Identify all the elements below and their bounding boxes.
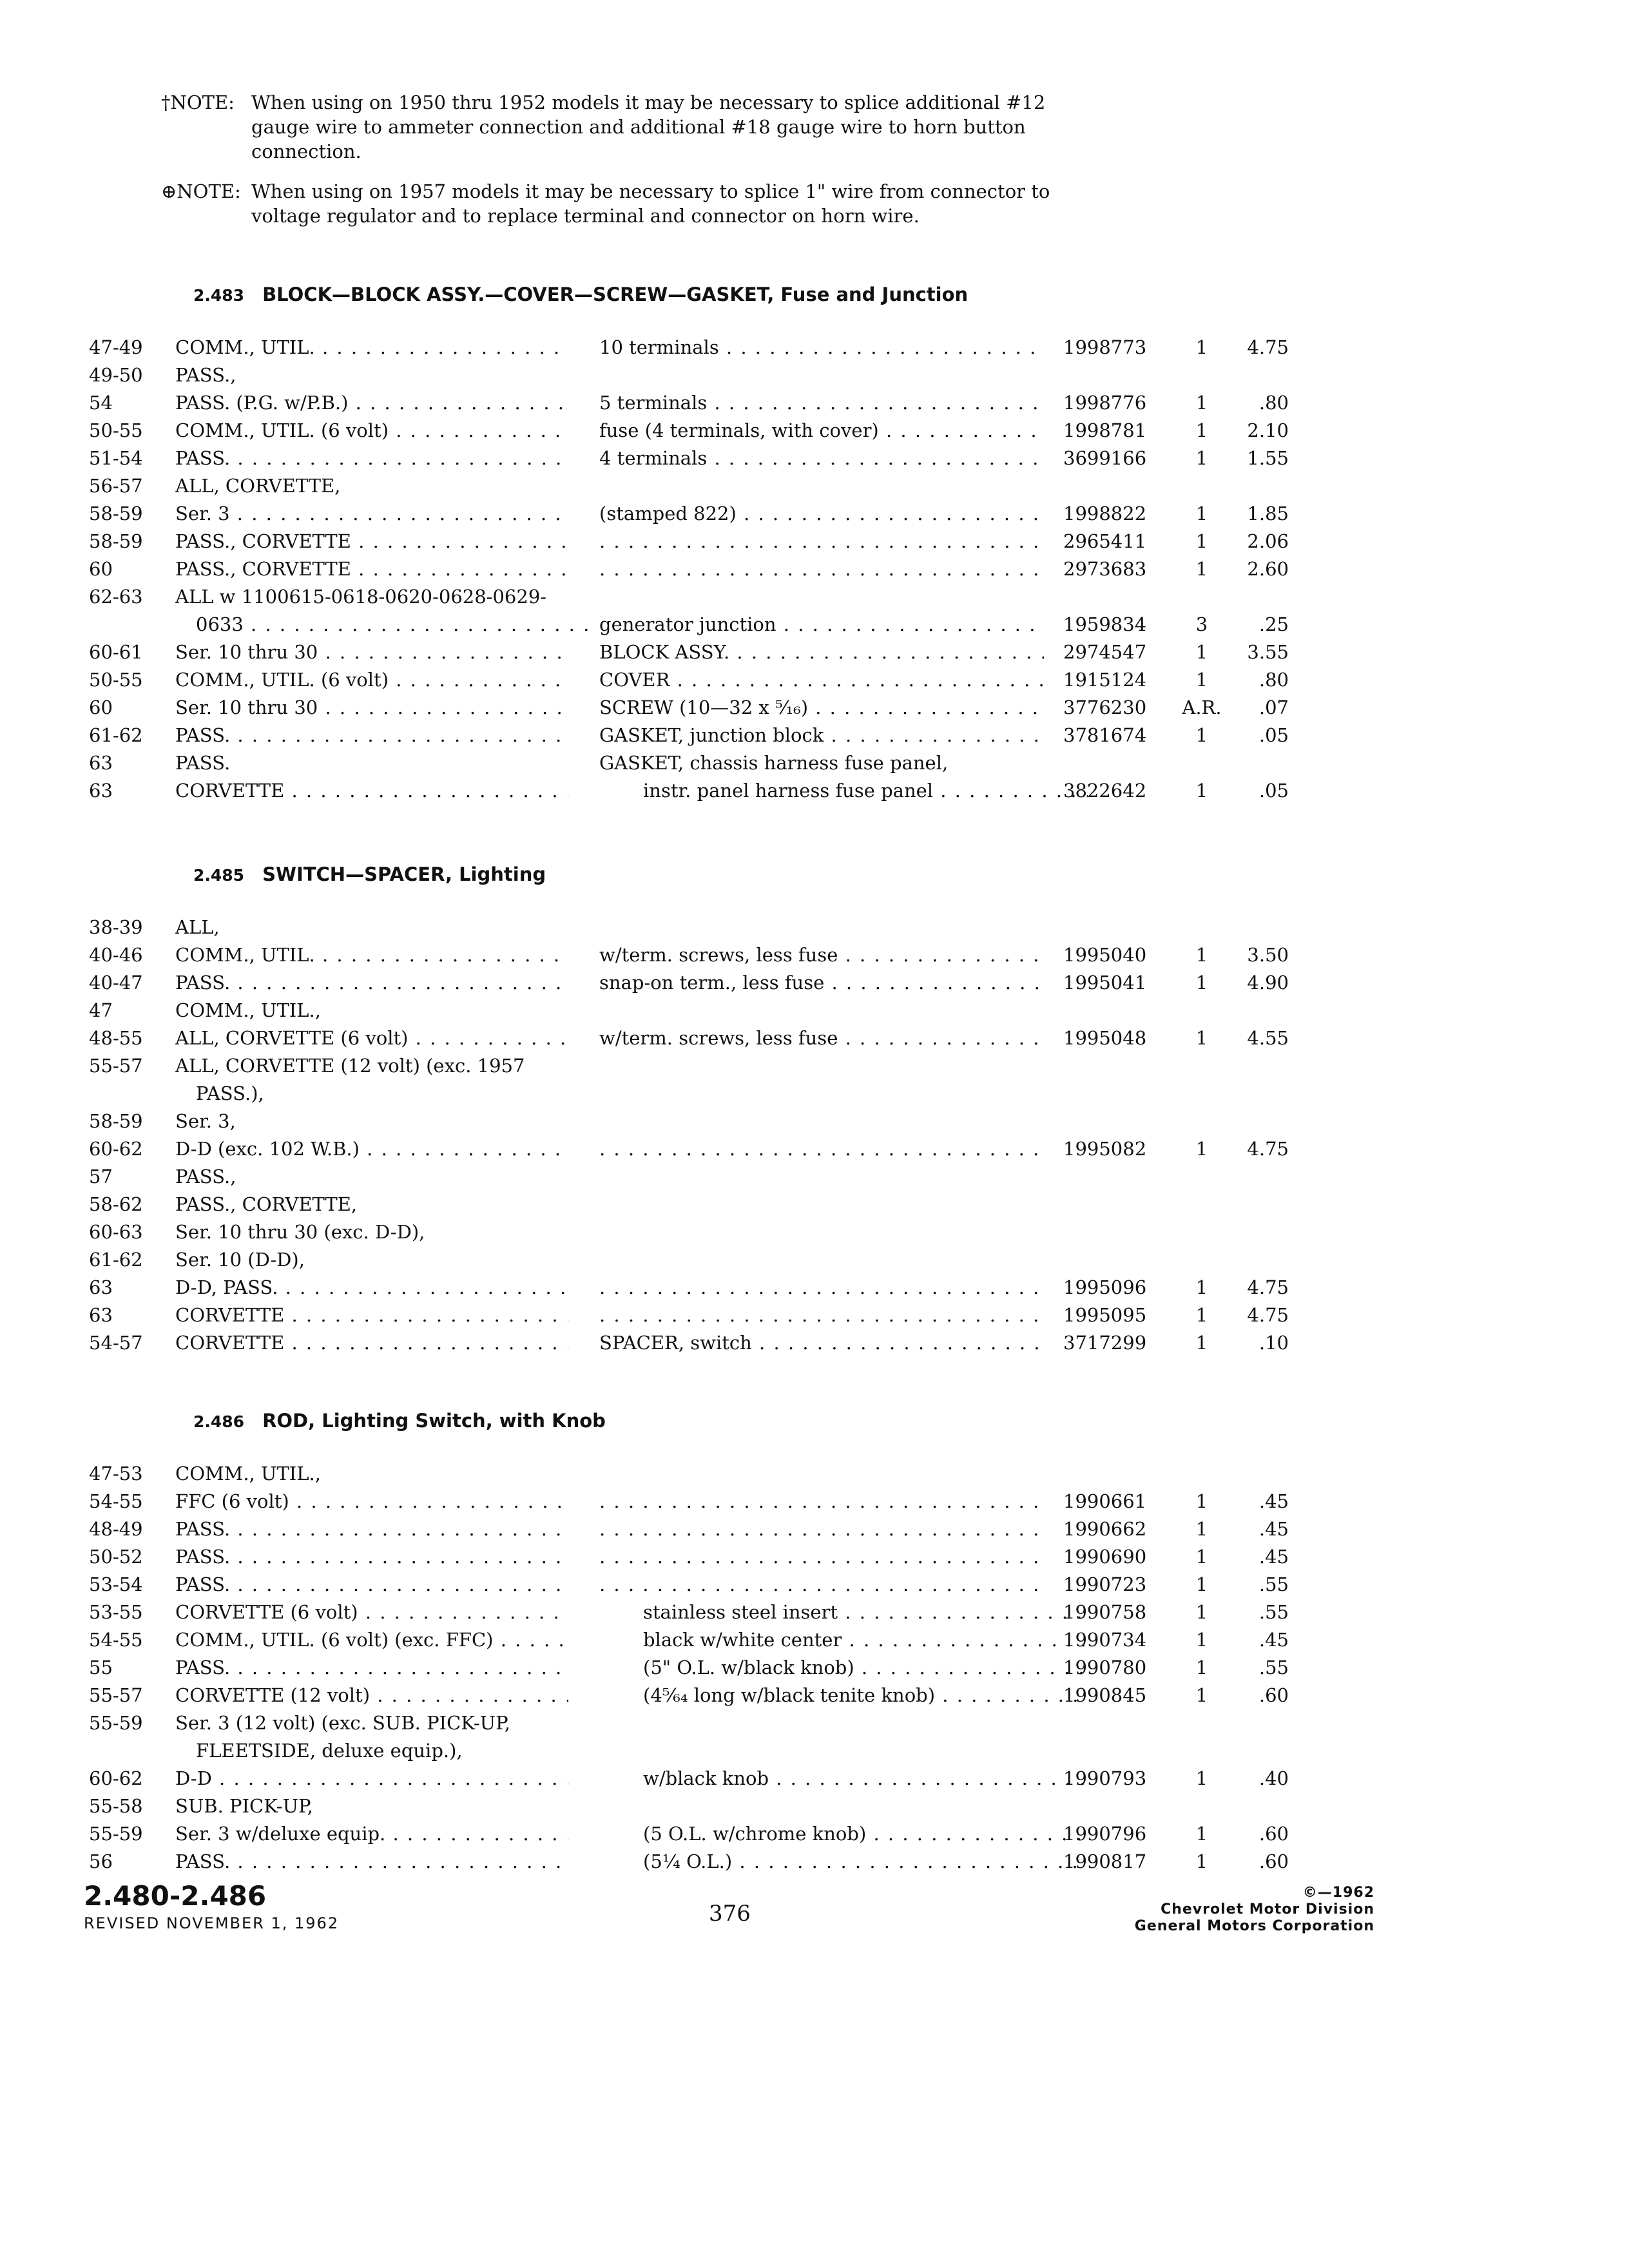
table-row bbox=[0, 752, 1629, 780]
price: .25 bbox=[1258, 613, 1289, 635]
quantity: 1 bbox=[1195, 1027, 1208, 1049]
part-number: 3822642 bbox=[1063, 780, 1147, 802]
footer-division: Chevrolet Motor Division bbox=[1161, 1901, 1374, 1917]
model-year: 47-49 bbox=[89, 336, 143, 358]
part-number: 1990661 bbox=[1063, 1490, 1147, 1512]
part-description bbox=[599, 1276, 1044, 1298]
model-application: PASS.), bbox=[196, 1082, 264, 1104]
model-application: PASS. bbox=[175, 752, 231, 774]
part-description bbox=[599, 1546, 1044, 1568]
model-application: PASS. . . . bbox=[175, 1850, 568, 1872]
parts-table bbox=[0, 336, 1629, 807]
price: .55 bbox=[1258, 1601, 1289, 1623]
model-year: 55-59 bbox=[89, 1712, 143, 1734]
price: .60 bbox=[1258, 1684, 1289, 1706]
model-application: PASS., CORVETTE . . . bbox=[175, 530, 568, 552]
part-number: 1990780 bbox=[1063, 1657, 1147, 1678]
quantity: A.R. bbox=[1182, 697, 1222, 718]
price: .05 bbox=[1258, 724, 1289, 746]
model-year: 61-62 bbox=[89, 724, 143, 746]
note-text: When using on 1957 models it may be necessary to splice 1" wire from connector to voltage regulator and to replace terminal and connector on horn wire. bbox=[251, 180, 1050, 227]
price: .80 bbox=[1258, 669, 1289, 691]
section-title: SWITCH—SPACER, Lighting bbox=[262, 863, 546, 885]
price: .05 bbox=[1258, 780, 1289, 802]
model-application: COMM., UTIL. . . . bbox=[175, 944, 568, 966]
part-description: w/term. screws, less fuse . . . bbox=[599, 944, 1044, 966]
model-year: 53-55 bbox=[89, 1601, 143, 1623]
quantity: 1 bbox=[1195, 1138, 1208, 1160]
model-application: Ser. 3 (12 volt) (exc. SUB. PICK-UP, bbox=[175, 1712, 510, 1734]
table-row bbox=[0, 1082, 1629, 1110]
model-application: PASS., CORVETTE . . . bbox=[175, 558, 568, 580]
model-application: PASS. . . . bbox=[175, 1546, 568, 1568]
model-year: 55-59 bbox=[89, 1823, 143, 1845]
model-application: PASS. . . . bbox=[175, 724, 568, 746]
part-description: 5 terminals . . . bbox=[599, 392, 1044, 414]
table-row bbox=[0, 1490, 1629, 1518]
table-row bbox=[0, 1276, 1629, 1304]
part-number: 1995048 bbox=[1063, 1027, 1147, 1049]
model-application: Ser. 3 . . . bbox=[175, 503, 568, 524]
part-number: 1990723 bbox=[1063, 1573, 1147, 1595]
note-mark: †NOTE: bbox=[161, 91, 235, 113]
part-number: 1998781 bbox=[1063, 419, 1147, 441]
quantity: 1 bbox=[1195, 1823, 1208, 1845]
table-row bbox=[0, 1629, 1629, 1657]
price: .45 bbox=[1258, 1546, 1289, 1568]
model-application: PASS. (P.G. w/P.B.) . . . bbox=[175, 392, 568, 414]
price: 3.50 bbox=[1247, 944, 1289, 966]
part-number: 1990845 bbox=[1063, 1684, 1147, 1706]
table-row bbox=[0, 364, 1629, 392]
model-year: 58-59 bbox=[89, 1110, 143, 1132]
part-number: 1990662 bbox=[1063, 1518, 1147, 1540]
quantity: 1 bbox=[1195, 1767, 1208, 1789]
part-description: generator junction . . . bbox=[599, 613, 1044, 635]
quantity: 1 bbox=[1195, 724, 1208, 746]
table-row bbox=[0, 1573, 1629, 1601]
section-number: 2.486 bbox=[193, 1412, 245, 1431]
note-2 bbox=[161, 179, 1063, 228]
part-description: (stamped 822) . . . bbox=[599, 503, 1044, 524]
part-description bbox=[599, 1304, 1044, 1326]
model-application: PASS. . . . bbox=[175, 1518, 568, 1540]
price: .80 bbox=[1258, 392, 1289, 414]
model-year: 55-57 bbox=[89, 1055, 143, 1077]
part-number: 2965411 bbox=[1063, 530, 1147, 552]
model-application: 0633 . . . bbox=[175, 613, 589, 635]
table-row bbox=[0, 1138, 1629, 1166]
price: 2.10 bbox=[1247, 419, 1289, 441]
model-application: PASS., CORVETTE, bbox=[175, 1193, 358, 1215]
part-description: (5 O.L. w/chrome knob) . . . bbox=[643, 1823, 1088, 1845]
part-description: SCREW (10—32 x ⁵⁄₁₆) . . . bbox=[599, 697, 1044, 718]
price: 1.85 bbox=[1247, 503, 1289, 524]
part-number: 1995095 bbox=[1063, 1304, 1147, 1326]
table-row bbox=[0, 1712, 1629, 1740]
model-application: D-D, PASS. . . . bbox=[175, 1276, 568, 1298]
table-row bbox=[0, 586, 1629, 613]
table-row bbox=[0, 1110, 1629, 1138]
part-number: 1915124 bbox=[1063, 669, 1147, 691]
model-year: 50-55 bbox=[89, 669, 143, 691]
part-description: fuse (4 terminals, with cover) . . . bbox=[599, 419, 1044, 441]
part-description: GASKET, chassis harness fuse panel, bbox=[599, 752, 949, 774]
model-year: 55-58 bbox=[89, 1795, 143, 1817]
model-year: 63 bbox=[89, 780, 113, 802]
table-row bbox=[0, 1166, 1629, 1193]
part-number: 1959834 bbox=[1063, 613, 1147, 635]
part-description bbox=[599, 1138, 1044, 1160]
model-application: FFC (6 volt) . . . bbox=[175, 1490, 568, 1512]
part-description: GASKET, junction block . . . bbox=[599, 724, 1044, 746]
quantity: 1 bbox=[1195, 1304, 1208, 1326]
model-year: 58-59 bbox=[89, 530, 143, 552]
model-application: PASS. . . . bbox=[175, 447, 568, 469]
footer-corporation: General Motors Corporation bbox=[1134, 1918, 1374, 1934]
model-application: COMM., UTIL., bbox=[175, 1463, 321, 1485]
section-number: 2.483 bbox=[193, 286, 245, 305]
model-year: 51-54 bbox=[89, 447, 143, 469]
part-number: 2974547 bbox=[1063, 641, 1147, 663]
model-year: 56 bbox=[89, 1850, 113, 1872]
model-application: PASS. . . . bbox=[175, 972, 568, 994]
price: .60 bbox=[1258, 1823, 1289, 1845]
model-year: 54 bbox=[89, 392, 113, 414]
model-application: COMM., UTIL. (6 volt) . . . bbox=[175, 419, 568, 441]
table-row bbox=[0, 1850, 1629, 1878]
table-row bbox=[0, 1193, 1629, 1221]
part-description: instr. panel harness fuse panel . . . bbox=[643, 780, 1088, 802]
table-row bbox=[0, 697, 1629, 724]
quantity: 1 bbox=[1195, 972, 1208, 994]
part-number: 1990758 bbox=[1063, 1601, 1147, 1623]
table-row bbox=[0, 999, 1629, 1027]
footer-right bbox=[1135, 1885, 1374, 1935]
model-application: CORVETTE (6 volt) . . . bbox=[175, 1601, 568, 1623]
table-row bbox=[0, 972, 1629, 999]
section-heading bbox=[193, 1410, 606, 1432]
table-row bbox=[0, 1518, 1629, 1546]
model-application: CORVETTE . . . bbox=[175, 1304, 568, 1326]
model-year: 48-55 bbox=[89, 1027, 143, 1049]
quantity: 1 bbox=[1195, 447, 1208, 469]
price: 4.75 bbox=[1247, 336, 1289, 358]
model-year: 50-52 bbox=[89, 1546, 143, 1568]
page-number: 376 bbox=[709, 1901, 751, 1927]
table-row bbox=[0, 1767, 1629, 1795]
part-description: w/term. screws, less fuse . . . bbox=[599, 1027, 1044, 1049]
note-text: When using on 1950 thru 1952 models it may be necessary to splice additional #12 gauge wire to ammeter connection and additional #18 gauge wire to horn button connection. bbox=[251, 91, 1046, 162]
model-application: Ser. 3, bbox=[175, 1110, 236, 1132]
model-application: D-D . . . bbox=[175, 1767, 568, 1789]
table-row bbox=[0, 419, 1629, 447]
model-application: ALL, CORVETTE (12 volt) (exc. 1957 bbox=[175, 1055, 525, 1077]
model-application: COMM., UTIL. (6 volt) (exc. FFC) . . . bbox=[175, 1629, 568, 1651]
model-year: 55-57 bbox=[89, 1684, 143, 1706]
table-row bbox=[0, 1332, 1629, 1360]
model-application: Ser. 10 thru 30 . . . bbox=[175, 697, 568, 718]
part-description: (4⁵⁄₆₄ long w/black tenite knob) . . . bbox=[643, 1684, 1088, 1706]
quantity: 1 bbox=[1195, 641, 1208, 663]
price: 4.75 bbox=[1247, 1276, 1289, 1298]
model-year: 54-55 bbox=[89, 1629, 143, 1651]
model-application: Ser. 10 thru 30 (exc. D-D), bbox=[175, 1221, 425, 1243]
part-description bbox=[599, 1490, 1044, 1512]
price: 3.55 bbox=[1247, 641, 1289, 663]
price: 4.90 bbox=[1247, 972, 1289, 994]
part-number: 3717299 bbox=[1063, 1332, 1147, 1354]
quantity: 1 bbox=[1195, 392, 1208, 414]
table-row bbox=[0, 530, 1629, 558]
footer-revised: REVISED NOVEMBER 1, 1962 bbox=[84, 1914, 340, 1932]
model-year: 55 bbox=[89, 1657, 113, 1678]
part-number: 1995082 bbox=[1063, 1138, 1147, 1160]
price: .45 bbox=[1258, 1490, 1289, 1512]
table-row bbox=[0, 613, 1629, 641]
table-row bbox=[0, 1304, 1629, 1332]
price: 2.06 bbox=[1247, 530, 1289, 552]
section-title: ROD, Lighting Switch, with Knob bbox=[262, 1410, 606, 1432]
model-application: CORVETTE . . . bbox=[175, 1332, 568, 1354]
model-year: 58-62 bbox=[89, 1193, 143, 1215]
part-number: 1998773 bbox=[1063, 336, 1147, 358]
part-number: 3699166 bbox=[1063, 447, 1147, 469]
part-number: 1990734 bbox=[1063, 1629, 1147, 1651]
quantity: 1 bbox=[1195, 336, 1208, 358]
table-row bbox=[0, 1221, 1629, 1249]
quantity: 1 bbox=[1195, 1657, 1208, 1678]
model-year: 56-57 bbox=[89, 475, 143, 497]
model-application: Ser. 10 thru 30 . . . bbox=[175, 641, 568, 663]
quantity: 1 bbox=[1195, 669, 1208, 691]
part-number: 1990690 bbox=[1063, 1546, 1147, 1568]
parts-table bbox=[0, 916, 1629, 1360]
quantity: 1 bbox=[1195, 1850, 1208, 1872]
model-year: 38-39 bbox=[89, 916, 143, 938]
model-year: 58-59 bbox=[89, 503, 143, 524]
table-row bbox=[0, 1684, 1629, 1712]
price: .55 bbox=[1258, 1573, 1289, 1595]
part-description bbox=[599, 1573, 1044, 1595]
model-year: 40-46 bbox=[89, 944, 143, 966]
notes-block bbox=[161, 90, 1063, 244]
quantity: 1 bbox=[1195, 530, 1208, 552]
model-application: PASS., bbox=[175, 364, 236, 386]
model-year: 60 bbox=[89, 697, 113, 718]
model-year: 63 bbox=[89, 752, 113, 774]
model-year: 54-57 bbox=[89, 1332, 143, 1354]
model-year: 62-63 bbox=[89, 586, 143, 608]
table-row bbox=[0, 916, 1629, 944]
part-number: 3776230 bbox=[1063, 697, 1147, 718]
quantity: 1 bbox=[1195, 780, 1208, 802]
part-description: black w/white center . . . bbox=[643, 1629, 1088, 1651]
model-year: 53-54 bbox=[89, 1573, 143, 1595]
table-row bbox=[0, 724, 1629, 752]
model-year: 57 bbox=[89, 1166, 113, 1187]
model-application: Ser. 3 w/deluxe equip. . . . bbox=[175, 1823, 568, 1845]
model-year: 47-53 bbox=[89, 1463, 143, 1485]
model-year: 63 bbox=[89, 1304, 113, 1326]
model-application: COMM., UTIL. (6 volt) . . . bbox=[175, 669, 568, 691]
footer-left bbox=[84, 1880, 339, 1932]
part-number: 1998776 bbox=[1063, 392, 1147, 414]
part-number: 1990793 bbox=[1063, 1767, 1147, 1789]
part-description: w/black knob . . . bbox=[643, 1767, 1088, 1789]
part-number: 1995041 bbox=[1063, 972, 1147, 994]
model-year: 54-55 bbox=[89, 1490, 143, 1512]
model-application: CORVETTE (12 volt) . . . bbox=[175, 1684, 568, 1706]
part-number: 1995040 bbox=[1063, 944, 1147, 966]
price: 4.75 bbox=[1247, 1138, 1289, 1160]
quantity: 1 bbox=[1195, 1490, 1208, 1512]
model-year: 63 bbox=[89, 1276, 113, 1298]
table-row bbox=[0, 1546, 1629, 1573]
price: .10 bbox=[1258, 1332, 1289, 1354]
quantity: 1 bbox=[1195, 1629, 1208, 1651]
quantity: 1 bbox=[1195, 419, 1208, 441]
part-description bbox=[599, 530, 1044, 552]
quantity: 1 bbox=[1195, 1518, 1208, 1540]
table-row bbox=[0, 447, 1629, 475]
quantity: 1 bbox=[1195, 1276, 1208, 1298]
part-description: (5" O.L. w/black knob) . . . bbox=[643, 1657, 1088, 1678]
model-year: 60-61 bbox=[89, 641, 143, 663]
footer-copyright: ©—1962 bbox=[1302, 1885, 1374, 1901]
part-number: 1998822 bbox=[1063, 503, 1147, 524]
model-application: CORVETTE . . . bbox=[175, 780, 568, 802]
section-heading bbox=[193, 284, 968, 305]
part-description: 4 terminals . . . bbox=[599, 447, 1044, 469]
part-description: snap-on term., less fuse . . . bbox=[599, 972, 1044, 994]
table-row bbox=[0, 503, 1629, 530]
part-description: BLOCK ASSY. . . . bbox=[599, 641, 1044, 663]
table-row bbox=[0, 1027, 1629, 1055]
model-year: 60-62 bbox=[89, 1767, 143, 1789]
model-year: 60-62 bbox=[89, 1138, 143, 1160]
price: .45 bbox=[1258, 1629, 1289, 1651]
part-description: SPACER, switch . . . bbox=[599, 1332, 1044, 1354]
model-application: FLEETSIDE, deluxe equip.), bbox=[196, 1740, 463, 1762]
price: .40 bbox=[1258, 1767, 1289, 1789]
table-row bbox=[0, 1055, 1629, 1082]
table-row bbox=[0, 558, 1629, 586]
quantity: 1 bbox=[1195, 1332, 1208, 1354]
section-number: 2.485 bbox=[193, 866, 245, 885]
model-application: PASS., bbox=[175, 1166, 236, 1187]
model-application: SUB. PICK-UP, bbox=[175, 1795, 313, 1817]
quantity: 1 bbox=[1195, 1684, 1208, 1706]
table-row bbox=[0, 1249, 1629, 1276]
table-row bbox=[0, 1795, 1629, 1823]
parts-table bbox=[0, 1463, 1629, 1878]
quantity: 3 bbox=[1195, 613, 1208, 635]
model-application: ALL, CORVETTE, bbox=[175, 475, 341, 497]
quantity: 1 bbox=[1195, 1546, 1208, 1568]
model-application: D-D (exc. 102 W.B.) . . . bbox=[175, 1138, 568, 1160]
footer-section-code: 2.480-2.486 bbox=[84, 1880, 267, 1912]
quantity: 1 bbox=[1195, 1601, 1208, 1623]
quantity: 1 bbox=[1195, 503, 1208, 524]
model-year: 60-63 bbox=[89, 1221, 143, 1243]
table-row bbox=[0, 1823, 1629, 1850]
part-description: stainless steel insert . . . bbox=[643, 1601, 1088, 1623]
note-mark: ⊕NOTE: bbox=[161, 180, 241, 202]
part-description: COVER . . . bbox=[599, 669, 1044, 691]
table-row bbox=[0, 780, 1629, 807]
section-title: BLOCK—BLOCK ASSY.—COVER—SCREW—GASKET, Fuse and Junction bbox=[262, 284, 969, 305]
table-row bbox=[0, 392, 1629, 419]
model-year: 48-49 bbox=[89, 1518, 143, 1540]
model-year: 60 bbox=[89, 558, 113, 580]
part-description bbox=[599, 558, 1044, 580]
part-number: 3781674 bbox=[1063, 724, 1147, 746]
table-row bbox=[0, 944, 1629, 972]
quantity: 1 bbox=[1195, 1573, 1208, 1595]
part-number: 1995096 bbox=[1063, 1276, 1147, 1298]
quantity: 1 bbox=[1195, 944, 1208, 966]
table-row bbox=[0, 1657, 1629, 1684]
model-application: ALL, CORVETTE (6 volt) . . . bbox=[175, 1027, 568, 1049]
table-row bbox=[0, 336, 1629, 364]
part-description: 10 terminals . . . bbox=[599, 336, 1044, 358]
model-application: ALL, bbox=[175, 916, 220, 938]
price: .60 bbox=[1258, 1850, 1289, 1872]
table-row bbox=[0, 1601, 1629, 1629]
price: 4.75 bbox=[1247, 1304, 1289, 1326]
table-row bbox=[0, 1463, 1629, 1490]
model-year: 50-55 bbox=[89, 419, 143, 441]
price: .55 bbox=[1258, 1657, 1289, 1678]
part-description: (5¼ O.L.) . . . bbox=[643, 1850, 1088, 1872]
part-description bbox=[599, 1518, 1044, 1540]
model-application: ALL w 1100615-0618-0620-0628-0629- bbox=[175, 586, 547, 608]
model-application: PASS. . . . bbox=[175, 1657, 568, 1678]
model-application: COMM., UTIL., bbox=[175, 999, 321, 1021]
price: .45 bbox=[1258, 1518, 1289, 1540]
section-heading bbox=[193, 863, 546, 885]
price: 1.55 bbox=[1247, 447, 1289, 469]
table-row bbox=[0, 475, 1629, 503]
model-year: 40-47 bbox=[89, 972, 143, 994]
price: .07 bbox=[1258, 697, 1289, 718]
model-application: PASS. . . . bbox=[175, 1573, 568, 1595]
model-application: Ser. 10 (D-D), bbox=[175, 1249, 305, 1271]
table-row bbox=[0, 641, 1629, 669]
part-number: 1990796 bbox=[1063, 1823, 1147, 1845]
part-number: 1990817 bbox=[1063, 1850, 1147, 1872]
model-year: 47 bbox=[89, 999, 113, 1021]
price: 4.55 bbox=[1247, 1027, 1289, 1049]
quantity: 1 bbox=[1195, 558, 1208, 580]
model-year: 61-62 bbox=[89, 1249, 143, 1271]
price: 2.60 bbox=[1247, 558, 1289, 580]
part-number: 2973683 bbox=[1063, 558, 1147, 580]
table-row bbox=[0, 669, 1629, 697]
model-application: COMM., UTIL. . . . bbox=[175, 336, 568, 358]
note-1 bbox=[161, 90, 1063, 164]
model-year: 49-50 bbox=[89, 364, 143, 386]
table-row bbox=[0, 1740, 1629, 1767]
